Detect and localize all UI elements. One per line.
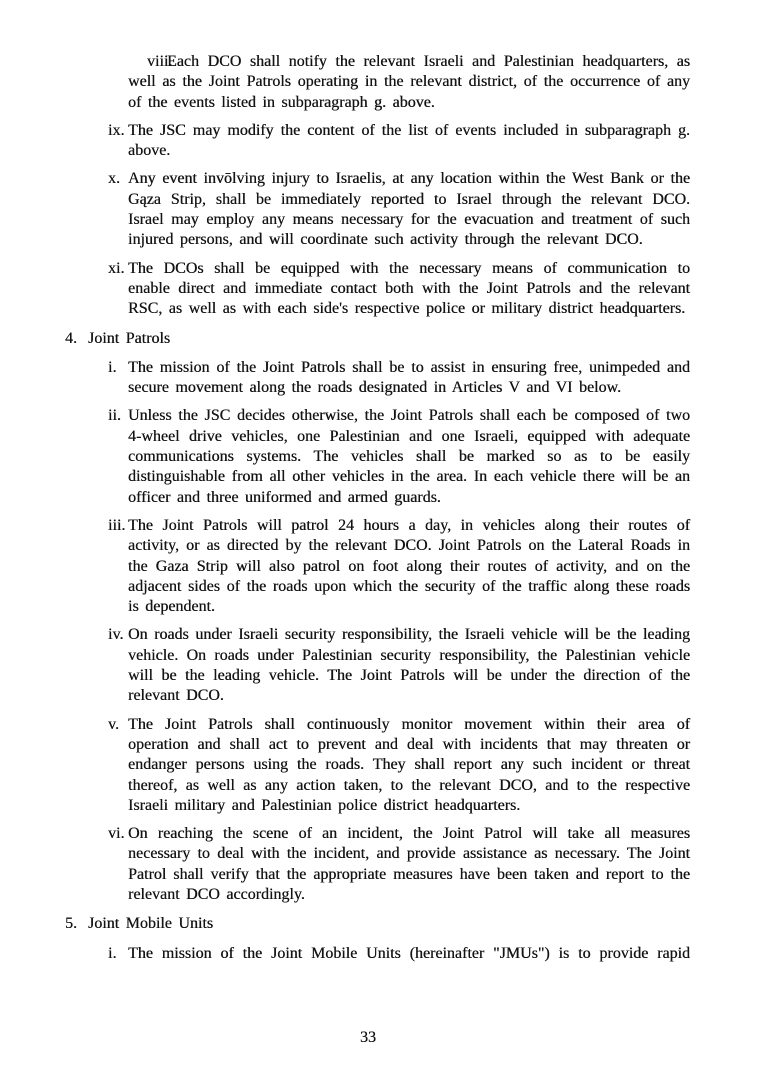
- list-item: [108, 121, 690, 162]
- item-text: On reaching the scene of an incident, the Joint Patrol will take all measures necessary to deal with the incident, and provide assistance as necessary. The Joint Patrol shall verify that the appropriate measures have been taken and report to the relevant DCO accordingly.: [128, 825, 690, 903]
- section-heading: [65, 914, 690, 934]
- section-heading: [65, 329, 690, 349]
- page-number: 33: [360, 1029, 376, 1046]
- item-text: The Joint Patrols will patrol 24 hours a day, in vehicles along their routes of activity, or as directed by the relevant DCO. Joint Patrols on the Lateral Roads in the Gaza Strip will also patrol on foot along their routes of activity, and on the adjacent sides of the roads upon which the security of the traffic along these roads is dependent.: [128, 516, 690, 616]
- item-text: Each DCO shall notify the relevant Israeli and Palestinian headquarters, as well as the Joint Patrols operating in the relevant district, of the occurrence of any of the events listed in subparagraph g. above.: [128, 53, 690, 111]
- document-content: [65, 52, 690, 972]
- list-item: [108, 944, 690, 964]
- item-text: The DCOs shall be equipped with the necessary means of communication to enable direct and immediate contact both with the Joint Patrols and the relevant RSC, as well as with each side's respective police or military district headquarters.: [128, 259, 690, 318]
- section-title: Joint Patrols: [88, 329, 171, 347]
- item-text: The JSC may modify the content of the list of events included in subparagraph g. above.: [128, 121, 690, 160]
- section-number: 4.: [65, 329, 77, 347]
- item-marker: vi.: [108, 825, 125, 843]
- list-item: [108, 358, 690, 399]
- item-marker: ix.: [108, 121, 125, 139]
- item-text: The Joint Patrols shall continuously monitor movement within their area of operation and shall act to prevent and deal with incidents that may threaten or endanger persons using the roads. They shall report any such incident or threat thereof, as well as any action taken, to the relevant DCO, and to the respective Israeli military and Palestinian police district headquarters.: [128, 715, 690, 814]
- item-marker: v.: [108, 715, 119, 733]
- list-item: [108, 715, 690, 816]
- list-item: [108, 625, 690, 706]
- item-marker: viii.: [147, 53, 173, 70]
- item-marker: iv.: [108, 626, 124, 644]
- list-item: [128, 52, 690, 113]
- item-text: Any event invōlving injury to Israelis, at any location within the West Bank or the Gąza Strip, shall be immediately reported to Israel through the relevant DCO. Israel may employ any means necessary for the evacuation and treatment of such injured persons, and will coordinate such activity through the relevant DCO.: [128, 170, 690, 249]
- item-text: On roads under Israeli security responsibility, the Israeli vehicle will be the leading vehicle. On roads under Palestinian security responsibility, the Palestinian vehicle will be the leading vehicle. The Joint Patrols will be under the direction of the relevant DCO.: [128, 626, 690, 705]
- item-marker: i.: [108, 358, 117, 376]
- list-item: [108, 259, 690, 320]
- list-item: [108, 824, 690, 905]
- item-marker: x.: [108, 170, 120, 188]
- item-marker: i.: [108, 944, 117, 962]
- item-marker: iii.: [108, 516, 126, 534]
- list-item: [108, 516, 690, 617]
- item-marker: xi.: [108, 259, 125, 277]
- item-text: The mission of the Joint Mobile Units (hereinafter "JMUs") is to provide rapid: [128, 944, 690, 962]
- section-number: 5.: [65, 915, 77, 933]
- list-item: [108, 406, 690, 507]
- item-text: The mission of the Joint Patrols shall be to assist in ensuring free, unimpeded and secure movement along the roads designated in Articles V and VI below.: [128, 358, 690, 397]
- item-text: Unless the JSC decides otherwise, the Joint Patrols shall each be composed of two 4-wheel drive vehicles, one Palestinian and one Israeli, equipped with adequate communications systems. The vehicles shall be marked so as to be easily distinguishable from all other vehicles in the area. In each vehicle there will be an officer and three uniformed and armed guards.: [128, 407, 690, 506]
- list-item: [108, 169, 690, 250]
- item-marker: ii.: [108, 407, 121, 425]
- section-title: Joint Mobile Units: [88, 915, 214, 933]
